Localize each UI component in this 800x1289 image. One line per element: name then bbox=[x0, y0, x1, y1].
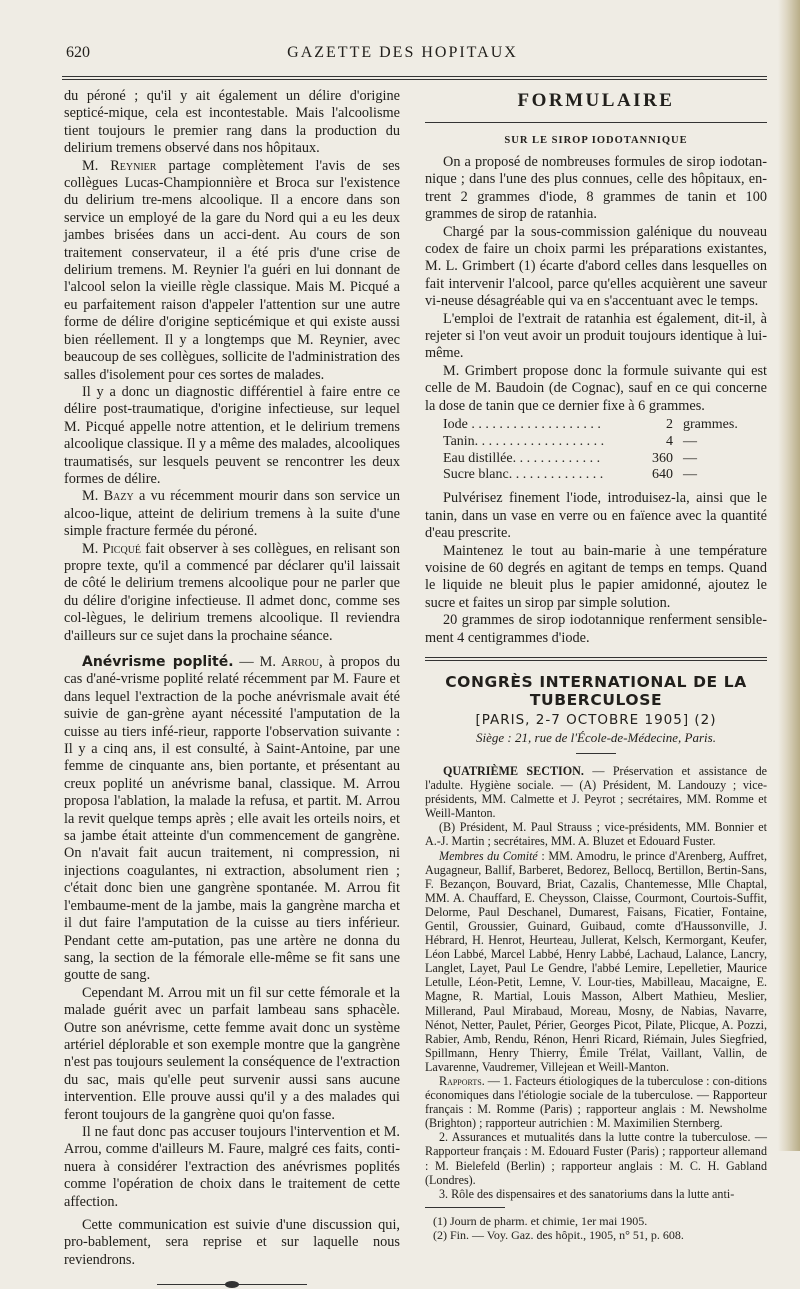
person-name: M. Picqué bbox=[82, 540, 142, 557]
paragraph: Rapports. — 1. Facteurs étiologiques de la tuberculose : con-ditions économiques dans l'étiologie sociale de la tuberculose. — Rapporteur français : M. Romme (Paris) ; rapporteur anglais : M. Newsholme (Brighton) ; rapporteur autrichien : M. Maximilien Sternberg. bbox=[425, 1074, 767, 1131]
congres-dates: [PARIS, 2-7 OCTOBRE 1905] (2) bbox=[475, 711, 717, 728]
footnote-rule bbox=[425, 1207, 505, 1208]
congres-body bbox=[425, 764, 767, 1201]
paragraph: Membres du Comité : MM. Amodru, le prince d'Arenberg, Auffret, Augagneur, Ballif, Barberet, Bedorez, Bellocq, Bertillon, Bertin-Sans, F. Bezançon, Bouvard, Briat, Cazalis, Chantemesse, Mlle Chaptal, MM. A. Chauffard, E. Cheysson, Claisse, Courmont, Courtois-Suffit, Delorme, Paul Deschanel, Dumarest, Faisans, Ficatier, Fontaine, Gentil, Groussier, Guinard, Guibaud, comte d'Haussonville, J. Hébrard, H. Henrot, Heurteau, Jullerat, Kelsch, Kermorgant, Keufer, Léon Labbé, Marcel Labbé, Henry Labbé, Lachaud, Lalance, Lancry, Langlet, Layet, Paul Le Gendre, l'abbé Lemire, Lepelletier, Maurice Letulle, Léon-Petit, Lemne, V. Lour-ties, Mabilleau, Macaigne, E. Magne, R. Martial, Louis Masson, Albert Mathieu, Meslier, Millerand, Paul Mirabaud, Moreau, Mosny, de Nabias, Navarre, Nénot, Netter, Paulet, Périer, Georges Picot, Pilate, Plicque, A. Pozzi, Rabier, Amb, Rendu, Rénon, Henri Ricard, Riémain, Jules Siegfried, Spillmann, Henry Thierry, Émile Trélat, Vaillant, Vallin, de Lavarenne, Vaudremer, Villejean et Weill-Manton. bbox=[425, 848, 767, 1074]
footnote: (2) Fin. — Voy. Gaz. des hôpit., 1905, n° 51, p. 608. bbox=[433, 1228, 684, 1243]
person-name: M. Bazy bbox=[82, 488, 134, 505]
end-ornament bbox=[157, 1281, 307, 1289]
paragraph: M. Grimbert propose donc la formule suivante qui est celle de M. Baudoin (de Cognac), sauf en ce qui concerne la dose de tanin que ce dernier fixe à 6 grammes. bbox=[425, 362, 767, 414]
short-rule bbox=[576, 753, 616, 754]
formulaire-heading: FORMULAIRE bbox=[517, 90, 675, 111]
page-header bbox=[40, 44, 765, 68]
header-rule-bottom bbox=[62, 79, 767, 80]
paragraph: M. Bazy a vu récemment mourir dans son service un alcoo-lique, atteint de delirium tremens à la suite d'une simple fracture fermée du péroné. bbox=[64, 488, 401, 540]
left-column bbox=[64, 88, 401, 1268]
paragraph: Cependant M. Arrou mit un fil sur cette fémorale et la malade guérit avec un parfait lambeau sans sphacèle. Outre son anévrisme, cette femme avait donc un système artériel déplorable et son exemple montre que la gangrène n'est pas toujours seulement la conséquence de l'extraction du sac, mais qu'elle peut survenir aussi sans aucune intervention. Elle prouve aussi qu'il y a des malades qui feront toujours de la gangrène quoi qu'on fasse. bbox=[64, 984, 400, 1123]
paragraph: 20 grammes de sirop iodotannique renferment sensible-ment 4 centigrammes d'iode. bbox=[425, 612, 767, 646]
section-rule bbox=[425, 122, 767, 123]
section-heading: Anévrisme poplité. bbox=[82, 654, 234, 670]
paragraph: QUATRIÈME SECTION. — Préservation et assistance de l'adulte. Hygiène sociale. — (A) Président, M. Landouzy ; vice-présidents, MM. Calmette et J. Peyrot ; secrétaires, MM. Romme et Weill-Manton. bbox=[425, 763, 767, 821]
header-rule-top bbox=[62, 76, 767, 77]
paragraph: Chargé par la sous-commission galénique du nouveau codex de faire un choix parmi les préparations existantes, M. L. Grimbert (1) écarte d'abord celles dans lesquelles on fait intervenir l'alcool, parce qu'elles acquièrent une saveur vi-neuse désagréable qui va en s'accentuant avec le temps. bbox=[425, 223, 767, 310]
person-name: M. Arrou bbox=[259, 654, 320, 670]
journal-title: GAZETTE DES HOPITAUX bbox=[287, 44, 518, 61]
section-double-rule bbox=[425, 657, 767, 661]
formulaire-subheading: SUR LE SIROP IODOTANNIQUE bbox=[504, 135, 688, 146]
footnote: (1) Journ de pharm. et chimie, 1er mai 1905. bbox=[433, 1213, 648, 1228]
paragraph: Pulvérisez finement l'iode, introduisez-la, ainsi que le tanin, dans un vase en verre ou en faïence avec la quantité d'eau prescrite. bbox=[425, 490, 767, 542]
paragraph: Maintenez le tout au bain-marie à une température voisine de 60 degrés en agitant de temps en temps. Quand le liquide ne bleuit plus le papier amidonné, ajoutez le sucre et faites un sirop par simple solution. bbox=[425, 542, 767, 611]
paragraph: M. Picqué fait observer à ses collègues, en relisant son propre texte, qu'il a commencé par déclarer qu'il laissait de côté le delirium tremens alcoolique pour ne parler que du délire d'origine infectieuse. Il admet donc, comme ses col-lègues, le delirium tremens alcoolique. Il reviendra d'ailleurs sur ce sujet dans la prochaine séance. bbox=[64, 540, 400, 644]
paragraph: 3. Rôle des dispensaires et des sanatoriums dans la lutte anti- bbox=[439, 1186, 735, 1201]
recipe-row: Iode . . . . . . . . . . . . . . . . . . . 2 grammes. bbox=[443, 417, 738, 433]
paragraph: Anévrisme poplité. — M. Arrou, à propos du cas d'ané-vrisme poplité relaté récemment par M. Faure et dans lequel l'extraction de la poche anévrismale avait été suivie de gan-grène ayant nécessité l'amputation de la cuisse au tiers infé-rieur, rapporte l'observation suivante : Il y a cinq ans, il est consulté, à Saint-Antoine, par une femme de cinquante ans, bien portante, et présentant au creux poplité un anévrisme banal, classique. M. Arrou proposa l'ablation, la malade la refusa, et partit. M. Arrou la revit quelque temps après ; elle avait les orteils noirs, et sa jambe était atteinte d'un commencement de gangrène. On n'avait fait aucun traitement, ni compression, ni injections coagulantes, ni extraction, absolument rien ; c'était donc bien une gangrène spontanée. M. Arrou fit l'embaume-ment de la jambe, mais la gangrène marcha et il dut faire l'amputation de la cuisse au tiers inférieur. Pendant cette am-putation, pas une artère ne donna du sang, la section de la fémorale elle-même se fit sans une goutte de sang. bbox=[64, 654, 400, 984]
paragraph: (B) Président, M. Paul Strauss ; vice-présidents, MM. Bonnier et A.-J. Martin ; secrétaires, MM. A. Bluzet et Edouard Fuster. bbox=[425, 820, 767, 849]
paragraph: On a proposé de nombreuses formules de sirop iodotan-nique ; dans l'une des plus connues, celle des hôpitaux, en-trent 2 grammes d'iode, 8 grammes de tanin et 100 grammes de sirop de ratanhia. bbox=[425, 154, 767, 223]
paragraph: Cette communication est suivie d'une discussion qui, pro-bablement, sera reprise et sur laquelle nous reviendrons. bbox=[64, 1217, 400, 1268]
paragraph: L'emploi de l'extrait de ratanhia est également, dit-il, à rejeter si l'on veut avoir un produit toujours identique à lui-même. bbox=[425, 310, 767, 362]
recipe-row: Tanin. . . . . . . . . . . . . . . . . . . 4 — bbox=[443, 433, 697, 449]
paragraph: M. Reynier partage complètement l'avis de ses collègues Lucas-Championnière et Broca sur l'existence du delirium tre-mens alcoolique. Il a encore dans son service un employé de la gare du Nord qui a eu les deux jambes brisées dans un acci-dent. Au cours de son traitement conservateur, il a été pris d'une crise de delirium tremens. M. Reynier l'a guéri en lui donnant de l'alcool selon la vieille règle classique. Mais M. Picqué a eu parfaitement raison d'appeler l'attention sur une autre forme de délire d'origine septicémique et qui existe aussi bien réellement. Il y a longtemps que M. Reynier, avec beaucoup de ses collègues, sollicite de l'administration des salles d'isolement pour ces sortes de malades. bbox=[64, 157, 400, 383]
person-name: M. Reynier bbox=[82, 157, 157, 174]
page-number: 620 bbox=[66, 44, 90, 61]
congres-heading: CONGRÈS INTERNATIONAL DE LA TUBERCULOSE bbox=[445, 672, 747, 709]
section-label: QUATRIÈME SECTION. bbox=[443, 763, 584, 778]
paragraph: du péroné ; qu'il y ait également un délire d'origine septicé-mique, cela est incontestable. Mais l'alcoolisme tient toujours le premier rang dans la production du delirium tremens observé dans nos hôpitaux. bbox=[64, 88, 400, 157]
congres-siege: Siège : 21, rue de l'École-de-Médecine, Paris. bbox=[476, 729, 716, 745]
recipe-row: Eau distillée. . . . . . . . . . . . . 360 — bbox=[443, 450, 697, 466]
recipe-row: Sucre blanc. . . . . . . . . . . . . . 640 — bbox=[443, 467, 697, 483]
paragraph: Il y a donc un diagnostic différentiel à faire entre ce délire post-traumatique, d'origine infectieuse, sur lequel M. Picqué appelle notre attention, et le delirium tremens alcoolique classique. Il y a même des malades, alcooliques traumatisés, sur lesquels peuvent se rencontrer les deux formes de délire. bbox=[64, 383, 400, 487]
recipe-table bbox=[443, 417, 767, 484]
paragraph: Il ne faut donc pas accuser toujours l'intervention et M. Arrou, comme d'ailleurs M. Faure, malgré ces faits, conti-nuera à considérer l'extraction des anévrismes poplités comme l'opération de choix dans le traitement de cette affection. bbox=[64, 1123, 400, 1210]
paragraph: 2. Assurances et mutualités dans la lutte contre la tuberculose. — Rapporteur français : M. Edouard Fuster (Paris) ; rapporteur allemand : M. Bielefeld (Berlin) ; rapporteur anglais : M. C. H. Gabland (Londres). bbox=[425, 1130, 767, 1187]
right-column bbox=[425, 88, 767, 1243]
page-edge bbox=[778, 0, 800, 1151]
footnotes bbox=[433, 1214, 767, 1243]
